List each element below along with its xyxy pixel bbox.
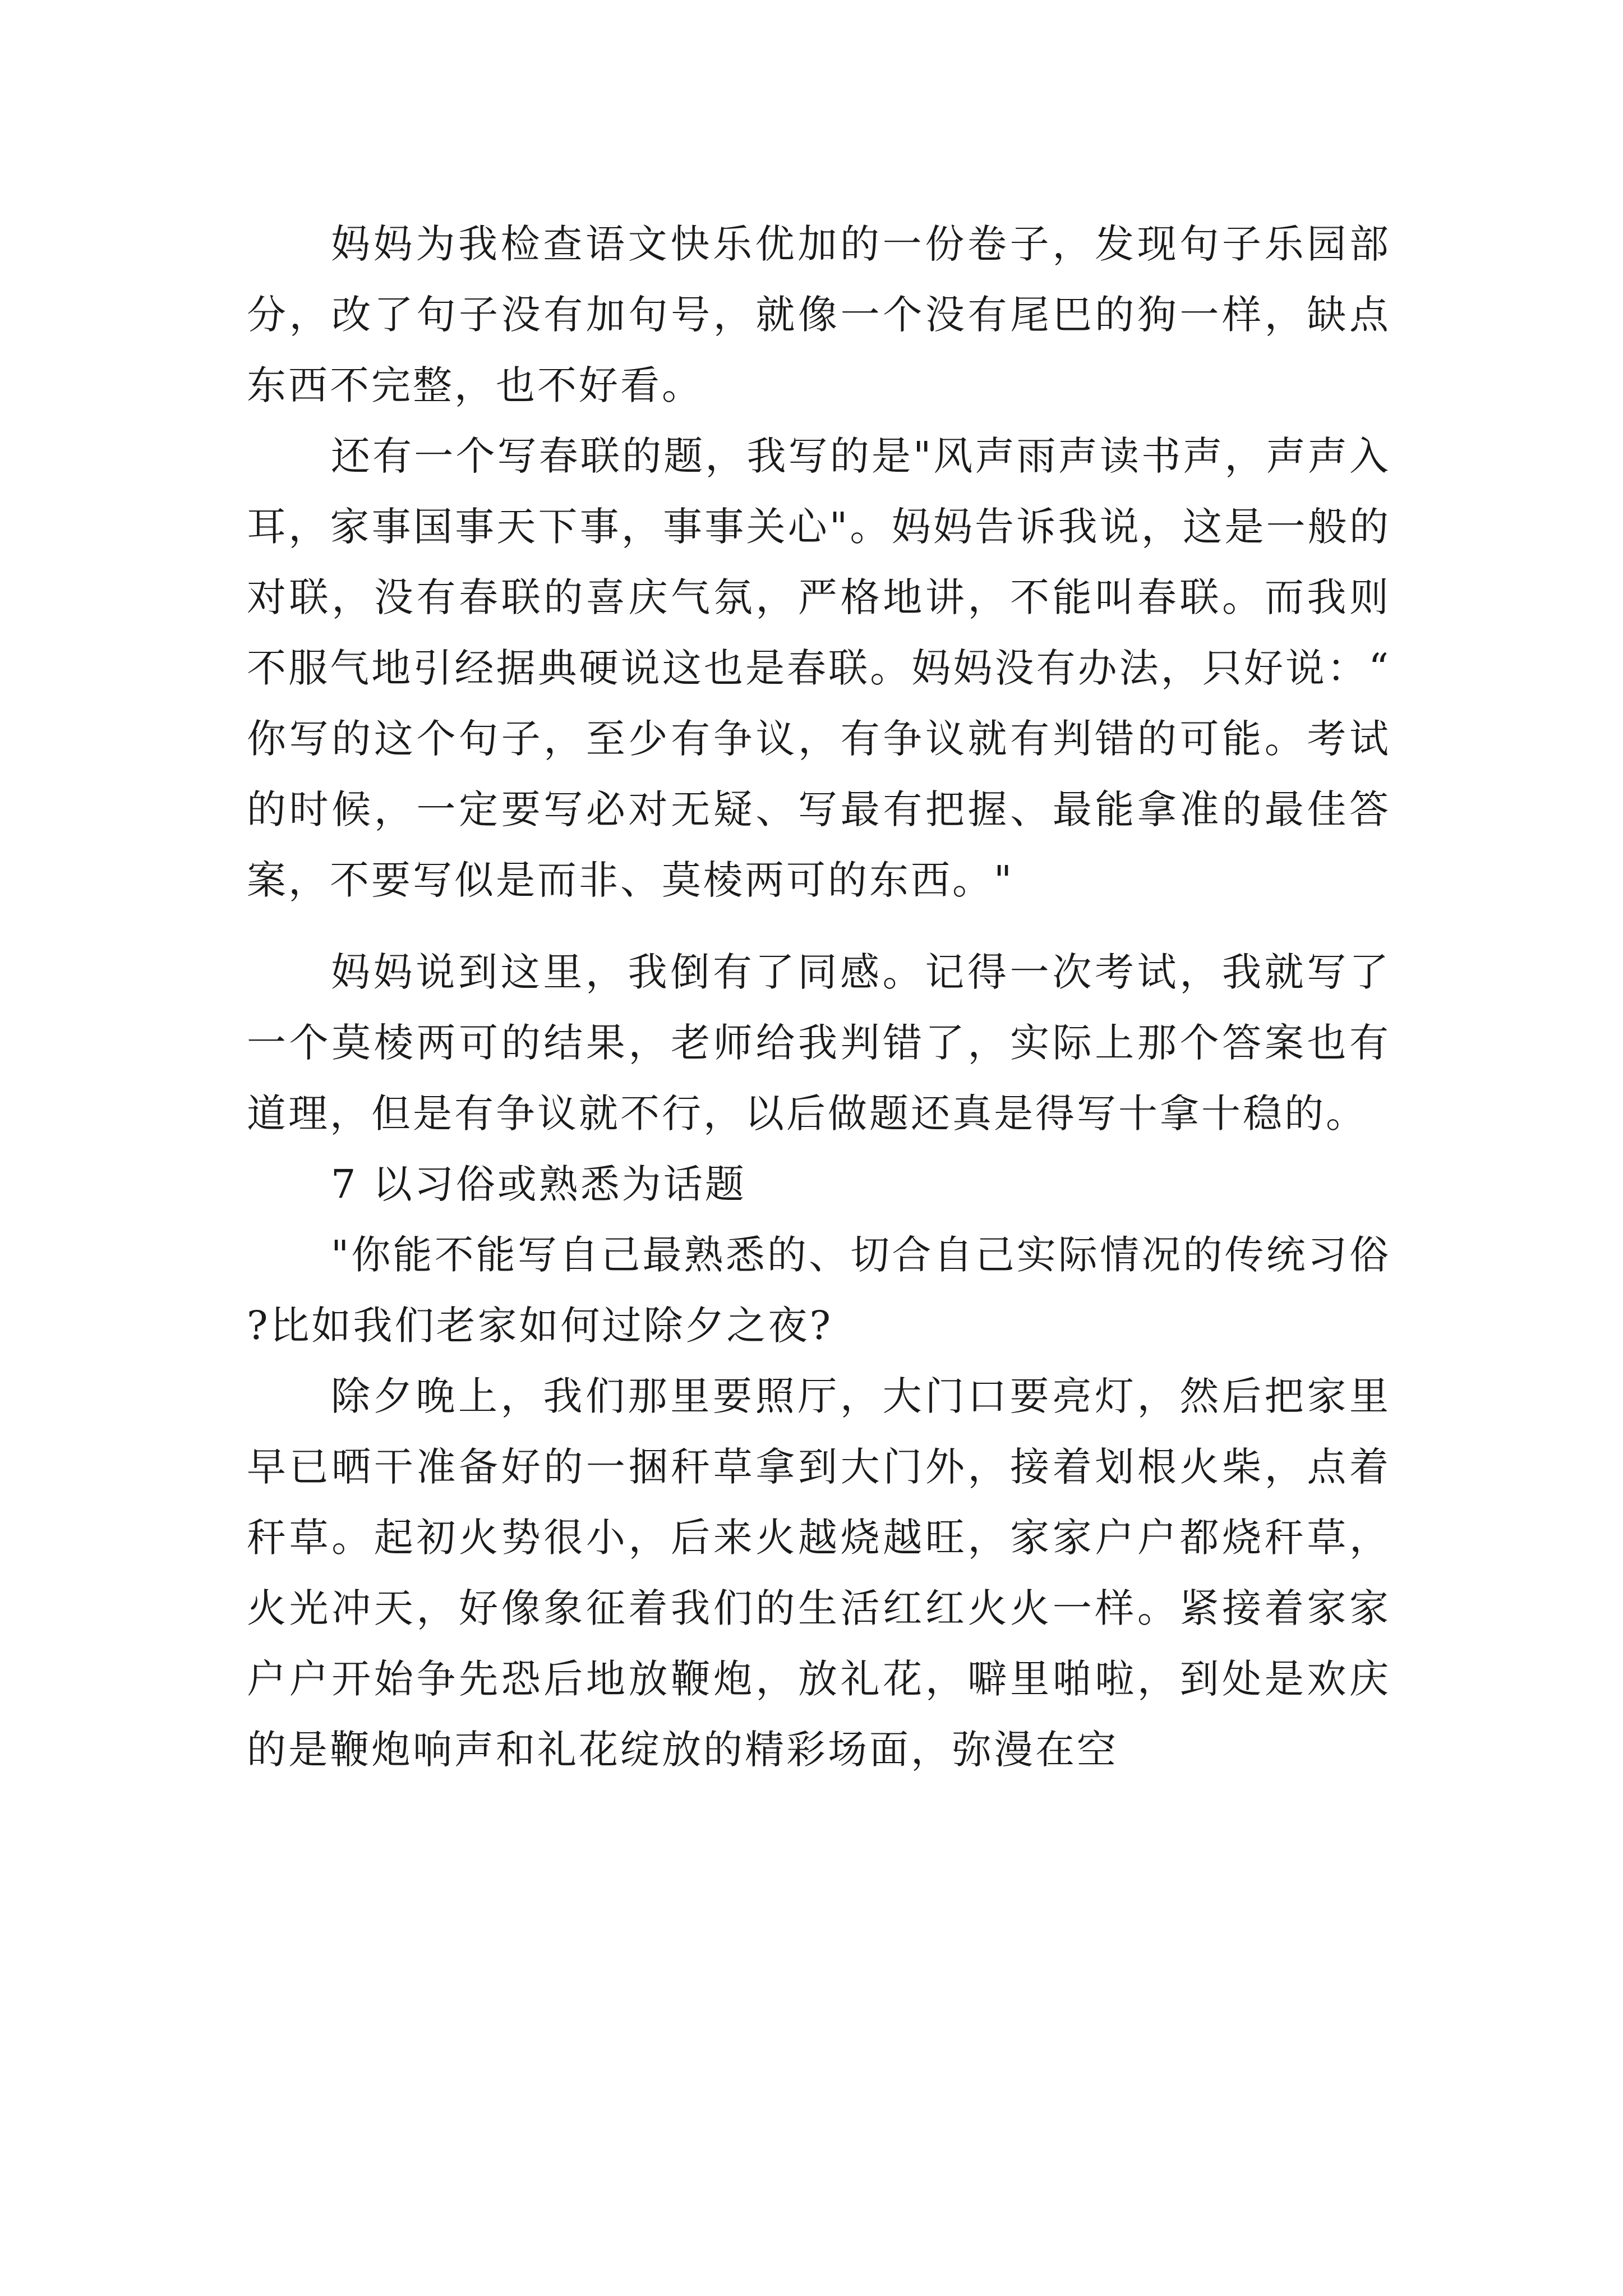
document-body [247, 209, 1391, 1785]
paragraph-test-paper-check: 妈妈为我检查语文快乐优加的一份卷子，发现句子乐园部分，改了句子没有加句号，就像一个没有尾巴的狗一样，缺点东西不完整，也不好看。 [247, 221, 1391, 408]
paragraph-new-year-eve: 除夕晚上，我们那里要照厅，大门口要亮灯，然后把家里早已晒干准备好的一捆秆草拿到大门外，接着划根火柴，点着秆草。起初火势很小，后来火越烧越旺，家家户户都烧秆草，火光冲天，好像象征着我们的生活红红火火一样。紧接着家家户户开始争先恐后地放鞭炮，放礼花，噼里啪啦，到处是欢庆的是鞭炮响声和礼花绽放的精彩场面，弥漫在空 [247, 1373, 1391, 1773]
paragraph-exam-memory: 妈妈说到这里，我倒有了同感。记得一次考试，我就写了一个莫棱两可的结果，老师给我判错了，实际上那个答案也有道理，但是有争议就不行，以后做题还真是得写十拿十稳的。 [247, 949, 1391, 1137]
paragraph-custom-question: "你能不能写自己最熟悉的、切合自己实际情况的传统习俗?比如我们老家如何过除夕之夜? [247, 1232, 1391, 1349]
paragraph-spring-couplet: 还有一个写春联的题，我写的是"风声雨声读书声，声声入耳，家事国事天下事，事事关心"。妈妈告诉我说，这是一般的对联，没有春联的喜庆气氛，严格地讲，不能叫春联。而我则不服气地引经据典硬说这也是春联。妈妈没有办法，只好说：“你写的这个句子，至少有争议，有争议就有判错的可能。考试的时候，一定要写必对无疑、写最有把握、最能拿准的最佳答案，不要写似是而非、莫棱两可的东西。" [247, 433, 1391, 903]
section-heading: 7 以习俗或熟悉为话题 [331, 1161, 746, 1207]
